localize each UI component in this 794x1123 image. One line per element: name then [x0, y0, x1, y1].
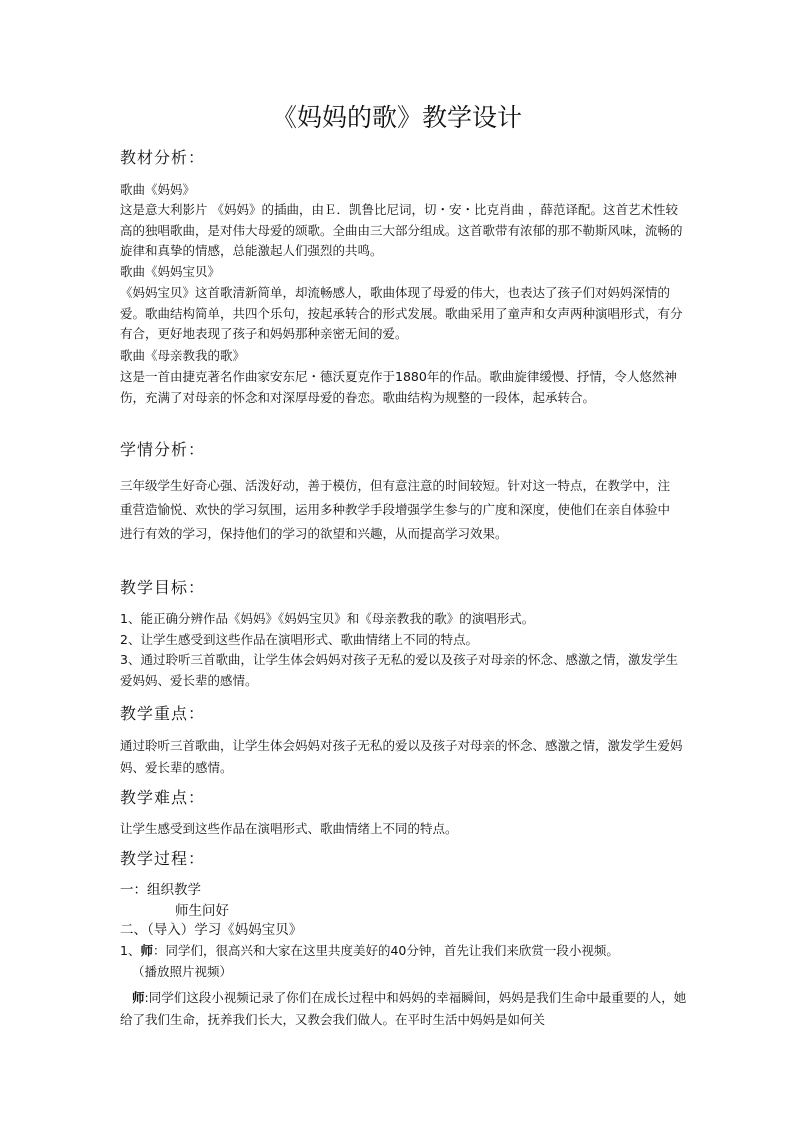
song2-text: 《妈妈宝贝》这首歌清新简单，却流畅感人，歌曲体现了母爱的伟大，也表达了孩子们对妈妈深情的爱。歌曲结构简单，共四个乐句，按起承转合的形式发展。歌曲采用了童声和女声两种演唱形式，有分有合，更好地表现了孩子和妈妈那种亲密无间的爱。 [120, 285, 683, 341]
process-step-1-sub: 师生问好 [175, 903, 229, 919]
goal-item-2: 2、让学生感受到这些作品在演唱形式、歌曲情绪上不同的特点。 [120, 632, 478, 647]
song2-title: 歌曲《妈妈宝贝》 [120, 264, 221, 279]
process-paragraph-text: :同学们这段小视频记录了你们在成长过程中和妈妈的幸福瞬间，妈妈是我们生命中最重要的人，她给了我们生命，抚养我们长大，又教会我们做人。在平时生活中妈妈是如何关 [120, 990, 687, 1027]
heading-goals: 教学目标： [120, 578, 206, 597]
item-1-text: ：同学们，很高兴和大家在这里共度美好的40分钟，首先让我们来欣赏一段小视频。 [152, 943, 619, 958]
song1-text: 这是意大利影片 《妈妈》的插曲，由Ｅ．凯鲁比尼词，切・安・比克肖曲 ，薛范译配。这首艺术性较高的独唱歌曲，是对伟大母爱的颂歌。全曲由三大部分组成。这首歌带有浓郁的那不勒斯风味，流畅的旋律和真挚的情感，总能激起人们强烈的共鸣。 [120, 202, 683, 258]
heading-materials: 教材分析： [120, 148, 206, 167]
focus-text: 通过聆听三首歌曲，让学生体会妈妈对孩子无私的爱以及孩子对母亲的怀念、感激之情，激发学生爱妈妈、爱长辈的感情。 [120, 738, 683, 775]
process-paragraph [120, 987, 690, 1031]
item-1-prefix: 1、 [120, 943, 141, 958]
heading-students: 学情分析： [120, 440, 206, 459]
heading-process: 教学过程： [120, 849, 206, 868]
process-item-1-note: （播放照片视频） [132, 964, 233, 979]
teacher-label: 师 [132, 990, 145, 1005]
goal-item-1: 1、能正确分辨作品《妈妈》《妈妈宝贝》和《母亲教我的歌》的演唱形式。 [120, 611, 535, 626]
document-title: 《妈妈的歌》教学设计 [271, 103, 522, 132]
heading-difficulty: 教学难点： [120, 788, 206, 807]
song3-title: 歌曲《母亲教我的歌》 [120, 348, 246, 363]
students-text: 三年级学生好奇心强、活泼好动，善于模仿，但有意注意的时间较短。针对这一特点，在教学中，注重营造愉悦、欢快的学习氛围，运用多种教学手段增强学生参与的广度和深度，使他们在亲自体验中进行有效的学习，保持他们的学习的欲望和兴趣，从而提高学习效果。 [120, 478, 671, 541]
difficulty-text: 让学生感受到这些作品在演唱形式、歌曲情绪上不同的特点。 [120, 821, 458, 836]
song3-text: 这是一首由捷克著名作曲家安东尼・德沃夏克作于1880年的作品。歌曲旋律缓慢、抒情，令人悠然神伤，充满了对母亲的怀念和对深厚母爱的眷恋。歌曲结构为规整的一段体，起承转合。 [120, 369, 677, 405]
teacher-label: 师 [140, 943, 153, 958]
process-step-1: 一：组织教学 [120, 882, 201, 898]
process-item-1 [120, 941, 619, 961]
heading-focus: 教学重点： [120, 704, 206, 723]
process-step-2: 二、（导入）学习《妈妈宝贝》 [120, 922, 303, 938]
goal-item-3: 3、通过聆听三首歌曲，让学生体会妈妈对孩子无私的爱以及孩子对母亲的怀念、感激之情，激发学生爱妈妈、爱长辈的感情。 [120, 652, 678, 688]
song1-title: 歌曲《妈妈》 [120, 182, 196, 197]
